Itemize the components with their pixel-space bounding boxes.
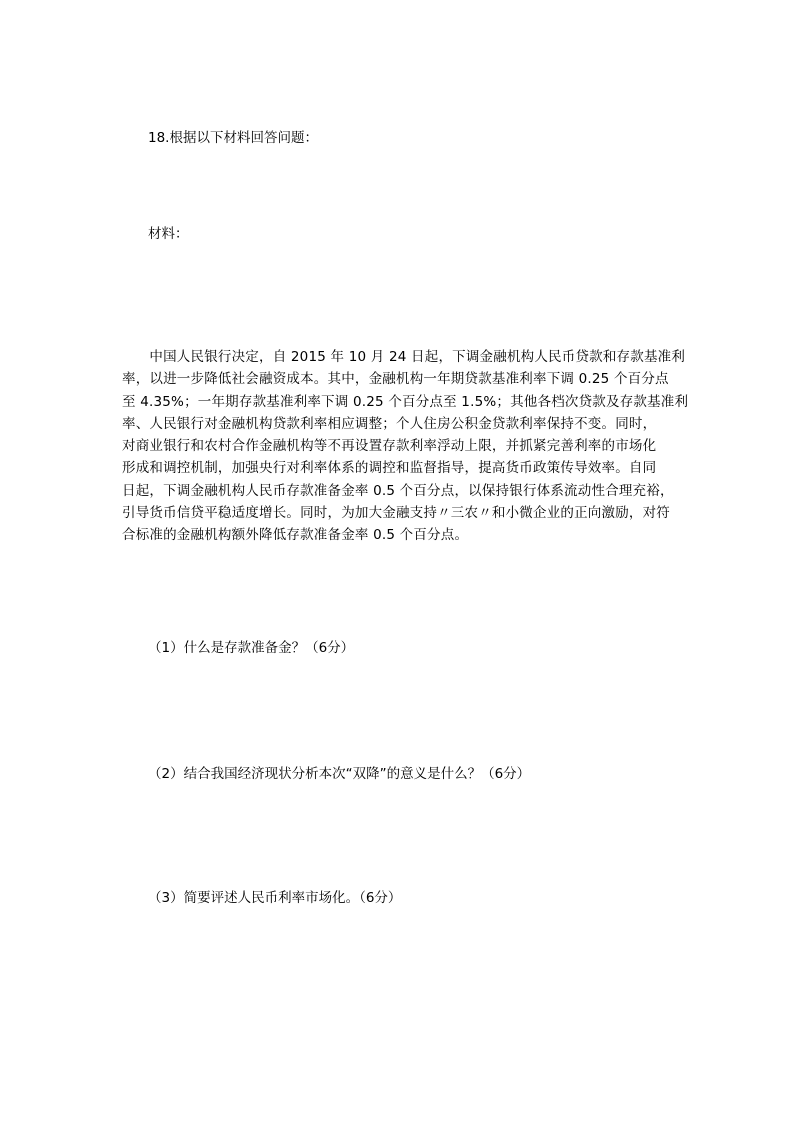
material-paragraph [122, 349, 689, 550]
question-title: 18.根据以下材料回答问题： [148, 130, 318, 146]
question-1: （1）什么是存款准备金？（6分） [148, 640, 355, 656]
material-line: 至 4.35%；一年期存款基准利率下调 0.25 个百分点至 1.5%；其他各档次贷款及存款基准利 [122, 393, 689, 410]
material-line: 率、人民银行对金融机构贷款利率相应调整；个人住房公积金贷款利率保持不变。同时， [122, 415, 657, 432]
question-2: （2）结合我国经济现状分析本次“双降”的意义是什么？（6分） [148, 766, 531, 782]
material-line: 率，以进一步降低社会融资成本。其中，金融机构一年期贷款基准利率下调 0.25 个百分点 [122, 371, 669, 388]
material-line: 形成和调控机制，加强央行对利率体系的调控和监督指导，提高货币政策传导效率。自同 [122, 460, 657, 477]
material-line: 合标准的金融机构额外降低存款准备金率 0.5 个百分点。 [122, 527, 469, 544]
material-line: 对商业银行和农村合作金融机构等不再设置存款利率浮动上限，并抓紧完善利率的市场化 [122, 438, 657, 455]
material-line: 日起，下调金融机构人民币存款准备金率 0.5 个百分点，以保持银行体系流动性合理充裕， [122, 482, 674, 499]
question-3: （3）简要评述人民币利率市场化。（6分） [148, 890, 402, 906]
material-line: 中国人民银行决定，自 2015 年 10 月 24 日起，下调金融机构人民币贷款和存款基准利 [122, 349, 686, 365]
material-line: 引导货币信贷平稳适度增长。同时，为加大金融支持〃三农〃和小微企业的正向激励，对符 [122, 505, 670, 522]
material-label: 材料： [148, 226, 189, 242]
